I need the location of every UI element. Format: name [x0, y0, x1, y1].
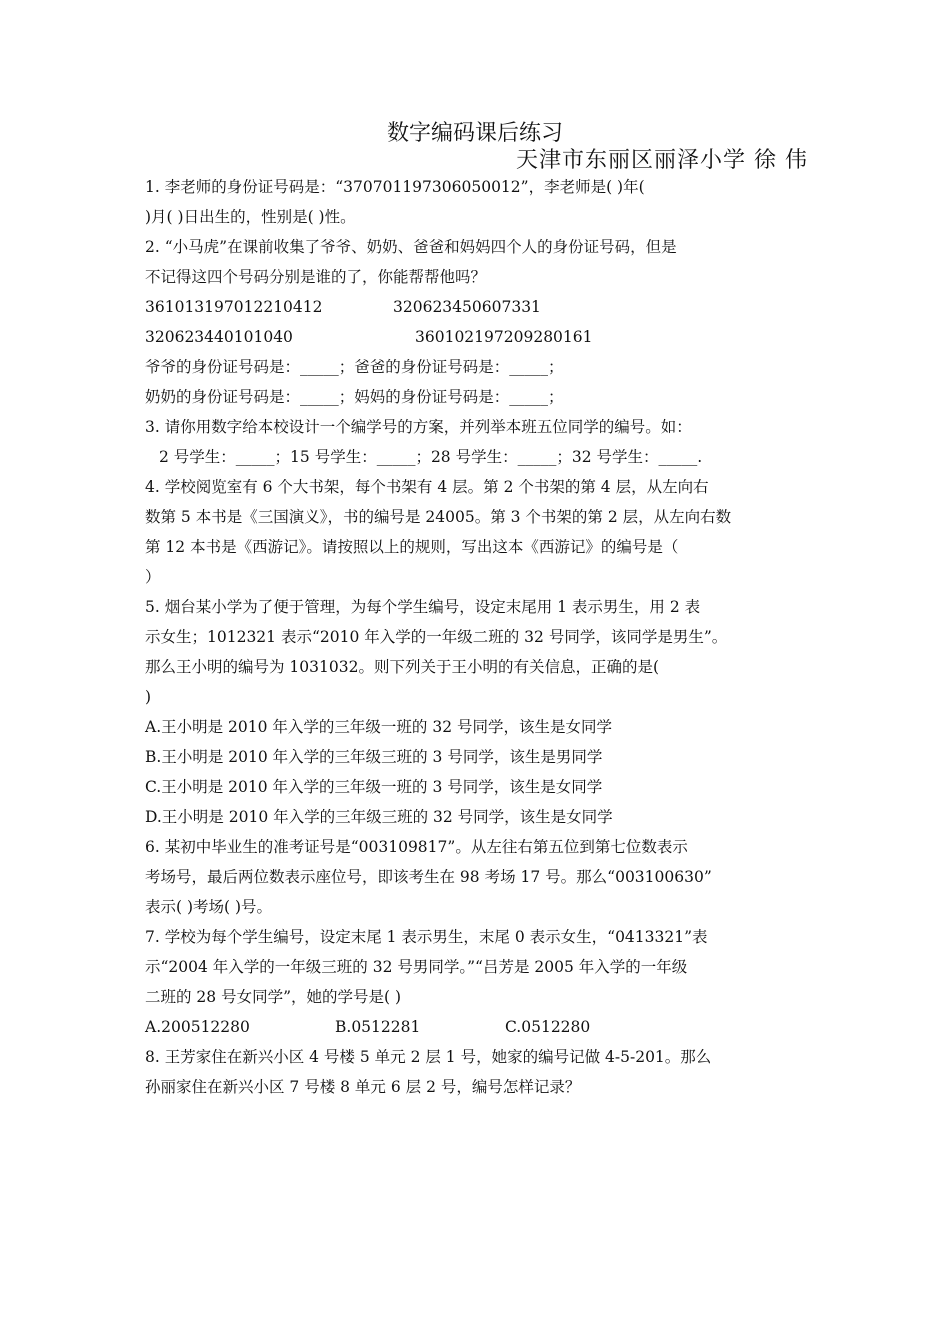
id-number: 320623440101040	[145, 328, 293, 346]
question-2-line-1: 2. “小马虎”在课前收集了爷爷、奶奶、爸爸和妈妈四个人的身份证号码，但是	[145, 238, 677, 256]
question-7-line-1: 7. 学校为每个学生编号，设定末尾 1 表示男生，末尾 0 表示女生，“0413321”表	[145, 928, 708, 946]
id-number: 361013197012210412	[145, 298, 323, 316]
question-2-answer-line-2: 奶奶的身份证号码是：_____；妈妈的身份证号码是：_____；	[145, 388, 564, 406]
id-number: 320623450607331	[393, 298, 541, 316]
question-5-line-1: 5. 烟台某小学为了便于管理，为每个学生编号，设定末尾用 1 表示男生，用 2 表	[145, 598, 701, 616]
author-line: 天津市东丽区丽泽小学 徐 伟	[516, 148, 808, 173]
question-7-option-c: C.0512280	[505, 1018, 591, 1036]
question-1-line-1: 1. 李老师的身份证号码是：“370701197306050012”，李老师是( )年(	[145, 178, 645, 196]
document-title: 数字编码课后练习	[386, 121, 563, 146]
question-5-option-b: B.王小明是 2010 年入学的三年级三班的 3 号同学，该生是男同学	[145, 748, 603, 766]
question-8-line-1: 8. 王芳家住在新兴小区 4 号楼 5 单元 2 层 1 号，她家的编号记做 4-5-201。那么	[145, 1048, 712, 1066]
question-5-line-4: )	[145, 688, 152, 706]
question-5-option-a: A.王小明是 2010 年入学的三年级一班的 32 号同学，该生是女同学	[145, 718, 612, 736]
question-7-option-a: A.200512280	[145, 1018, 250, 1036]
question-2-answer-line-1: 爷爷的身份证号码是：_____；爸爸的身份证号码是：_____；	[145, 358, 564, 376]
question-6-line-3: 表示( )考场( )号。	[145, 898, 273, 916]
question-3-line-1: 3. 请你用数字给本校设计一个编学号的方案，并列举本班五位同学的编号。如：	[145, 418, 692, 436]
question-5-line-3: 那么王小明的编号为 1031032。则下列关于王小明的有关信息，正确的是(	[145, 658, 660, 676]
question-4-line-1: 4. 学校阅览室有 6 个大书架，每个书架有 4 层。第 2 个书架的第 4 层，从左向右	[145, 478, 709, 496]
id-number: 360102197209280161	[415, 328, 593, 346]
question-7-options	[145, 1012, 817, 1042]
question-5-option-c: C.王小明是 2010 年入学的三年级一班的 3 号同学，该生是女同学	[145, 778, 603, 796]
question-5-line-2: 示女生；1012321 表示“2010 年入学的一年级二班的 32 号同学，该同学是男生”。	[145, 628, 728, 646]
question-1-line-2: )月( )日出生的，性别是( )性。	[145, 208, 356, 226]
id-number-row-1	[145, 292, 817, 322]
exercise-body	[145, 172, 817, 1102]
question-4-line-2: 数第 5 本书是《三国演义》，书的编号是 24005。第 3 个书架的第 2 层，从左向右数	[145, 508, 732, 526]
question-4-line-3: 第 12 本书是《西游记》。请按照以上的规则，写出这本《西游记》的编号是（	[145, 538, 679, 556]
question-2-line-2: 不记得这四个号码分别是谁的了，你能帮帮他吗？	[145, 268, 487, 286]
id-number-row-2	[145, 322, 817, 352]
question-5-option-d: D.王小明是 2010 年入学的三年级三班的 32 号同学，该生是女同学	[145, 808, 613, 826]
question-4-line-4: ）	[145, 568, 161, 586]
question-3-line-2: 2 号学生：_____；15 号学生：_____；28 号学生：_____；32 号学生：_____.	[159, 448, 703, 466]
question-7-line-2: 示“2004 年入学的一年级三班的 32 号男同学。”“吕芳是 2005 年入学的一年级	[145, 958, 688, 976]
question-8-line-2: 孙丽家住在新兴小区 7 号楼 8 单元 6 层 2 号，编号怎样记录？	[145, 1078, 581, 1096]
question-7-option-b: B.0512281	[335, 1018, 421, 1036]
question-6-line-1: 6. 某初中毕业生的准考证号是“003109817”。从左往右第五位到第七位数表示	[145, 838, 688, 856]
question-7-line-3: 二班的 28 号女同学”，她的学号是( )	[145, 988, 402, 1006]
question-6-line-2: 考场号，最后两位数表示座位号，即该考生在 98 考场 17 号。那么“003100630”	[145, 868, 712, 886]
